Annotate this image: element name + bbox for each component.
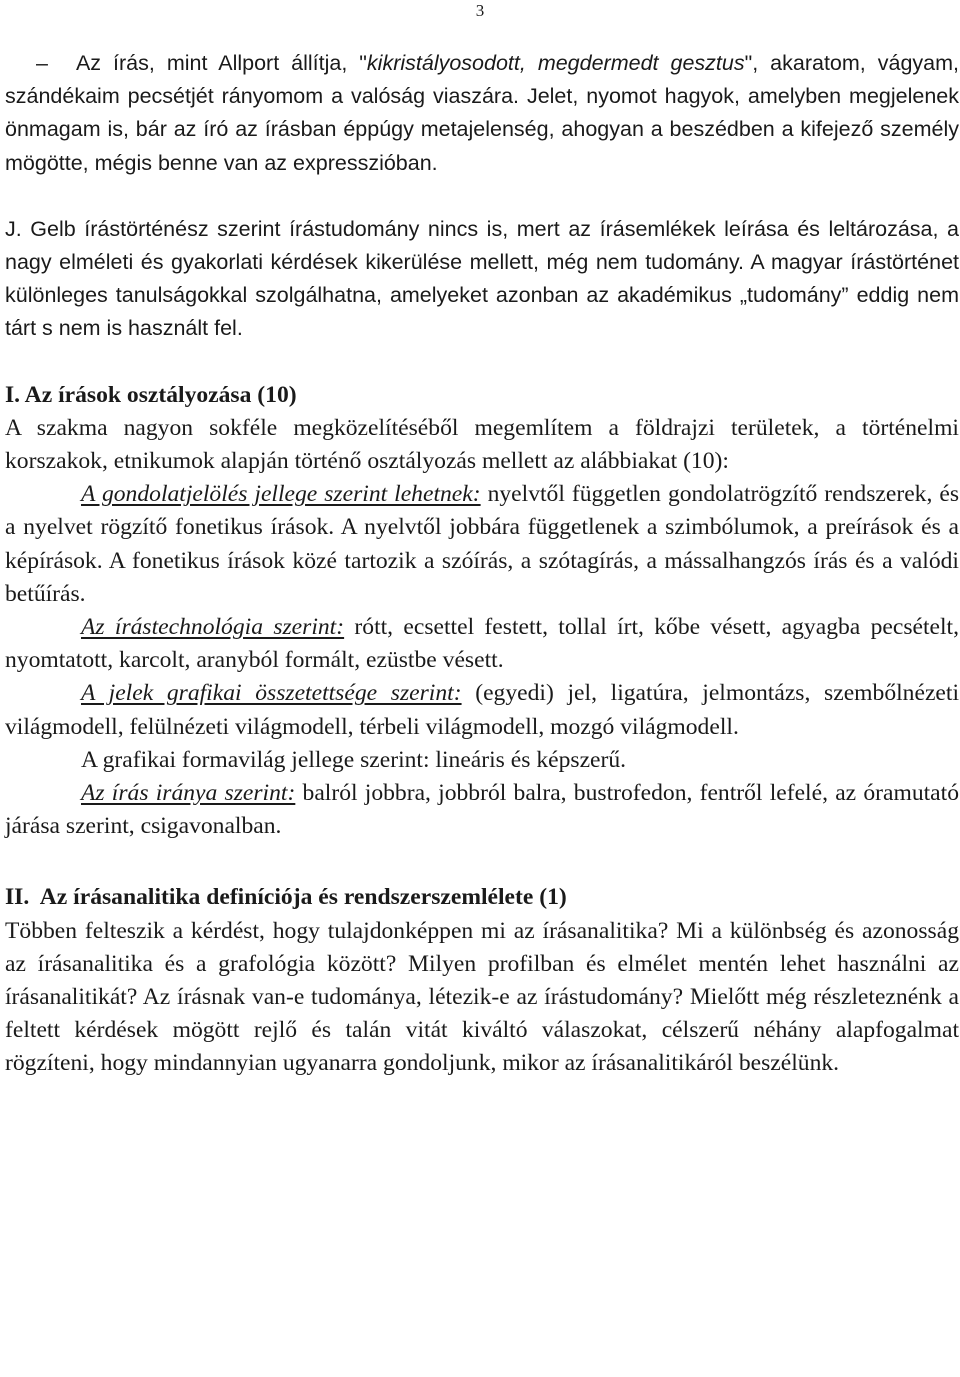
- intro-paragraph: [5, 47, 959, 180]
- quoted-word: tudomány: [746, 283, 842, 308]
- classification-by-technology: [5, 611, 959, 677]
- classification-label-technology: Az írástechnológia szerint:: [81, 614, 345, 641]
- section-2-heading: II. Az írásanalitika definíciója és rendszerszemlélete (1): [5, 884, 567, 911]
- classification-by-direction: [5, 777, 959, 843]
- gelb-text-2: eddig nem tárt s nem is használt fel.: [5, 283, 959, 341]
- intro-dash: –: [36, 51, 48, 75]
- page-number: 3: [475, 1, 485, 20]
- gelb-text-1: J. Gelb írástörténész szerint írástudomány nincs is, mert az írásemlékek leírása és leltározása, a nagy elméleti és gyakorlati kérdések kikerülése mellett, még nem tudomány. A magyar írástörténet különleges tanulságokkal szolgálhatna, amelyeket azonban az akadémikus: [5, 216, 959, 308]
- section-1-intro: A szakma nagyon sokféle megközelítéséből megemlítem a földrajzi területek, a történelmi korszakok, etnikumok alapján történő osztályozás mellett az alábbiakat (10):: [5, 414, 959, 475]
- classification-label-direction: Az írás iránya szerint:: [81, 780, 296, 807]
- intro-text-1: Az írás, mint Allport állítja, ": [75, 51, 367, 75]
- classification-by-complexity: [5, 677, 959, 743]
- classification-text-technology: rótt, ecsettel festett, tollal írt, kőbe vésett, agyagba pecsételt, nyomtatott, karcolt, aranyból formált, ezüstbe vésett.: [5, 614, 960, 674]
- classification-text-complexity: (egyedi) jel, ligatúra, jelmontázs, szembőlnézeti világmodell, felülnézeti világmodell, térbeli világmodell, mozgó világmodell.: [5, 680, 959, 740]
- classification-by-meaning: [5, 478, 959, 611]
- classification-text-meaning: nyelvtől független gondolatrögzítő rendszerek, és a nyelvet rögzítő fonetikus írások. A nyelvtől jobbára függetlenek a szimbólumok, a preírások és a képírások. A fonetikus írások közé tartozik a szóírás, a szótagírás, a mássalhangzós írás és a valódi betűírás.: [5, 481, 960, 607]
- quote-open: „: [739, 283, 747, 308]
- allport-quote: kikristályosodott, megdermedt gesztus: [366, 51, 745, 75]
- classification-label-meaning: A gondolatjelölés jellege szerint lehetnek:: [81, 481, 481, 508]
- document-body: [5, 47, 959, 1081]
- intro-text-2: ", akaratom, vágyam, szándékaim pecsétjét rányomom a valóság viaszára. Jelet, nyomot hagyok, amelyben megjelenek önmagam is, bár az író az írásban éppúgy metajelenség, ahogyan a beszédben a kifejező személy mögötte, mégis benne van az expresszióban.: [5, 51, 959, 175]
- section-1-heading: I. Az írások osztályozása (10): [5, 381, 297, 408]
- classification-label-complexity: A jelek grafikai összetettsége szerint:: [81, 680, 462, 707]
- section-2-paragraph: Többen felteszik a kérdést, hogy tulajdonképpen mi az írásanalitika? Mi a különbség és azonosság az írásanalitika és a grafológia között? Milyen profilban és elmélet mentén lehet használni az írásanalitikát? Az írásnak van-e tudománya, létezik-e az írástudomány? Mielőtt még részleteznénk a feltett kérdések mögött rejlő és talán vitát kiváltó válaszokat, célszerű néhány alapfogalmat rögzíteni, hogy mindannyian ugyanarra gondoljunk, mikor az írásanalitikáról beszélünk.: [5, 917, 959, 1077]
- gelb-paragraph: [5, 213, 959, 346]
- classification-by-form: A grafikai formavilág jellege szerint: lineáris és képszerű.: [81, 746, 627, 773]
- quote-close: ”: [841, 283, 849, 308]
- classification-text-direction: balról jobbra, jobbról balra, bustrofedon, fentről lefelé, az óramutató járása szerint, csigavonalban.: [5, 780, 959, 840]
